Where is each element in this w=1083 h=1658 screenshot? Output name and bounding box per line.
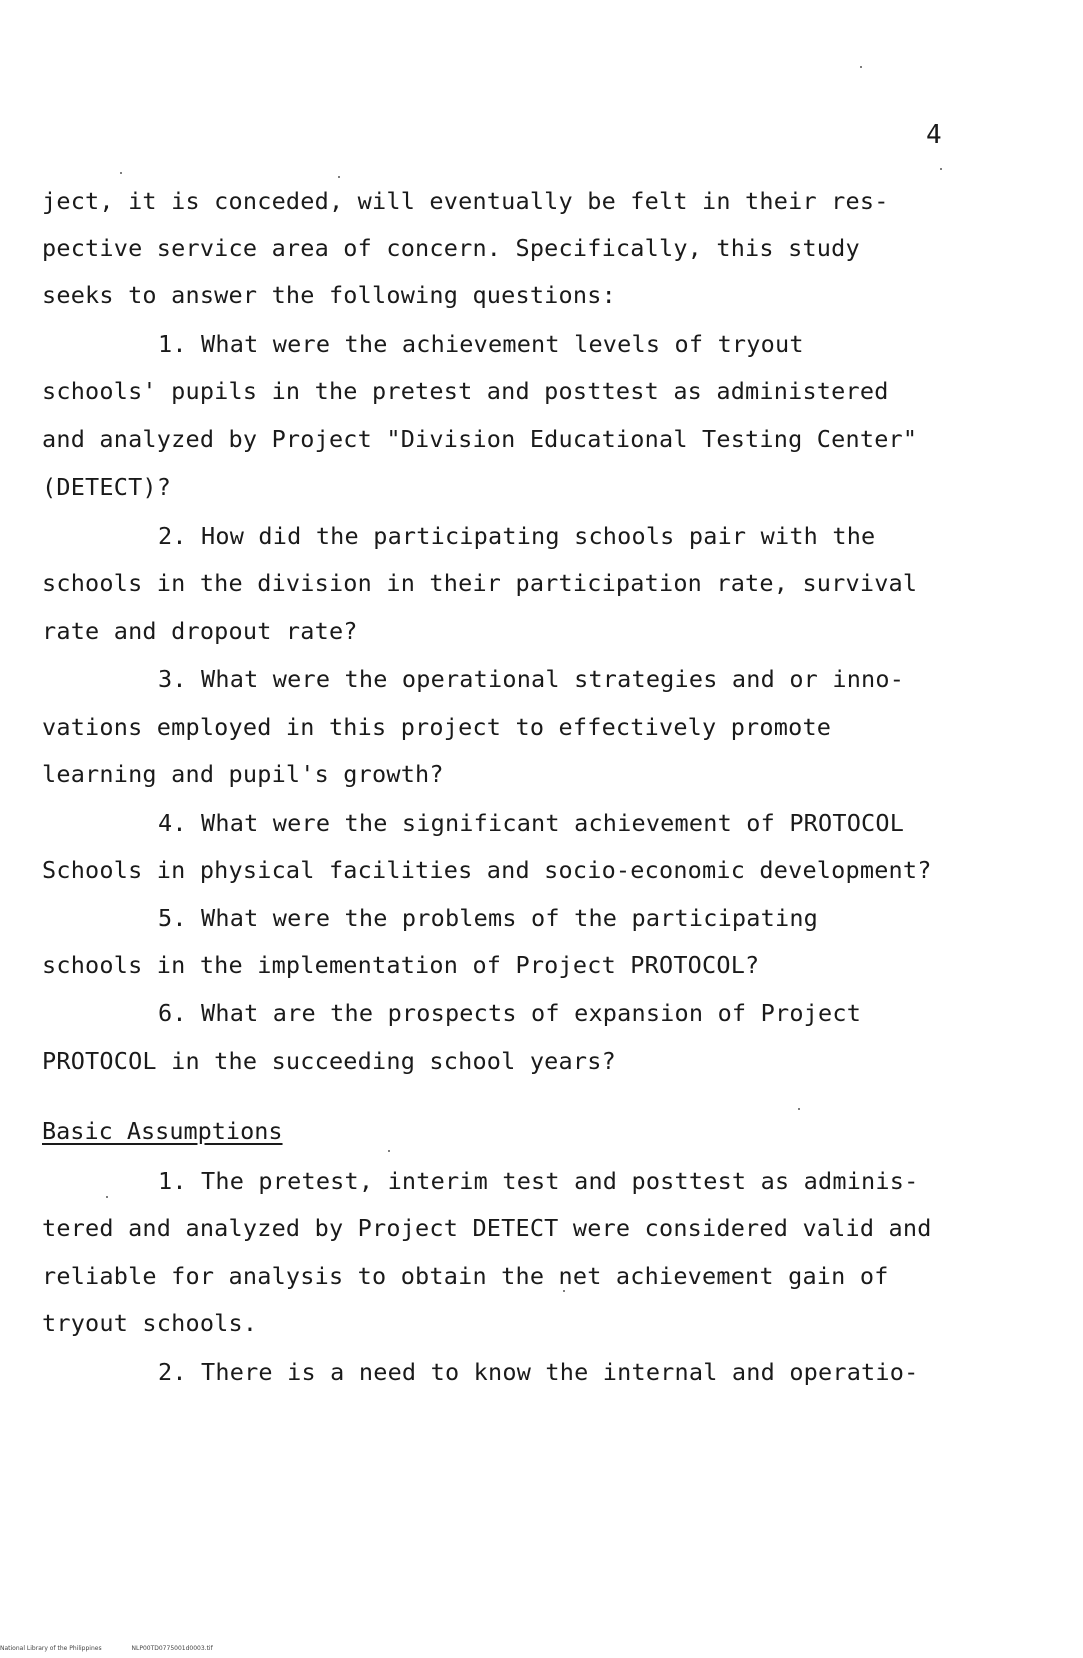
question-6-line-2: PROTOCOL in the succeeding school years? [42,1047,616,1075]
question-6-line-1: 6. What are the prospects of expansion of Project [158,999,862,1027]
question-2-line-3: rate and dropout rate? [42,617,358,645]
basic-assumptions-heading: Basic Assumptions [42,1117,283,1145]
assumption-1-line-4: tryout schools. [42,1309,258,1337]
assumption-1-line-3: reliable for analysis to obtain the net achievement gain of [42,1262,889,1290]
scan-speck [338,176,340,178]
scan-speck [388,1150,390,1152]
question-5-line-1: 5. What were the problems of the participating [158,904,819,932]
question-1-line-4: (DETECT)? [42,473,172,501]
scan-speck [563,1290,565,1292]
question-3-line-1: 3. What were the operational strategies and or inno- [158,665,905,693]
question-3-line-2: vations employed in this project to effectively promote [42,713,832,741]
question-4-line-1: 4. What were the significant achievement of PROTOCOL [158,809,905,837]
question-2-line-1: 2. How did the participating schools pair with the [158,522,876,550]
question-3-line-3: learning and pupil's growth? [42,760,444,788]
scan-speck [798,1108,800,1110]
scan-speck [860,66,862,68]
scan-footer [0,1645,241,1652]
assumption-1-line-2: tered and analyzed by Project DETECT were considered valid and [42,1214,932,1242]
intro-line-2: pective service area of concern. Specifically, this study [42,234,860,262]
question-1-line-2: schools' pupils in the pretest and posttest as administered [42,377,889,405]
scan-speck [940,168,942,170]
assumption-1-line-1: 1. The pretest, interim test and posttest as adminis- [158,1167,919,1195]
question-5-line-2: schools in the implementation of Project PROTOCOL? [42,951,760,979]
question-1-line-1: 1. What were the achievement levels of tryout [158,330,804,358]
scan-speck [106,1196,108,1198]
question-2-line-2: schools in the division in their participation rate, survival [42,569,918,597]
scan-speck [120,172,122,174]
page-number: 4 [926,120,943,150]
footer-library: National Library of the Philippines [0,1645,102,1652]
footer-file-id: NLP00TD0775001d0003.tif [131,1645,213,1652]
question-4-line-2: Schools in physical facilities and socio-economic development? [42,856,932,884]
assumption-2-line-1: 2. There is a need to know the internal and operatio- [158,1358,919,1386]
intro-line-1: ject, it is conceded, will eventually be felt in their res- [42,187,889,215]
intro-line-3: seeks to answer the following questions: [42,281,616,309]
question-1-line-3: and analyzed by Project "Division Educational Testing Center" [42,425,918,453]
